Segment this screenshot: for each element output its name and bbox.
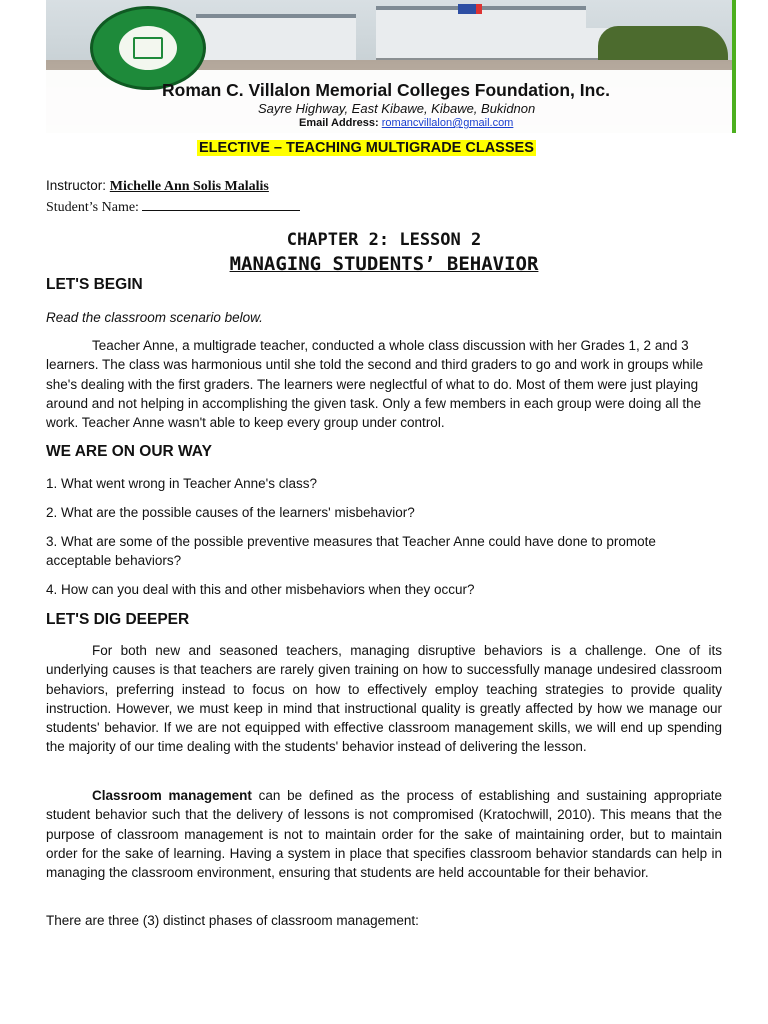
banner-accent-line: [732, 0, 736, 133]
school-seal-icon: [90, 6, 206, 90]
email-link[interactable]: romancvillalon@gmail.com: [381, 117, 514, 129]
scenario-paragraph: Teacher Anne, a multigrade teacher, conducted a whole class discussion with her Grades 1, 2 and 3 learners. The class was harmonious until she told the second and third graders to go and work in groups while she's dealing with the first graders. The learners were neglectful of what to do. Most of them were just playing around and not helping in accomplishing the given task. Only a few members in each group were doing all the work. Teacher Anne wasn't able to keep every group under control.: [46, 338, 704, 431]
lesson-title: MANAGING STUDENTS’ BEHAVIOR: [229, 253, 539, 275]
question-item: 4. How can you deal with this and other misbehaviors when they occur?: [46, 582, 475, 597]
campus-building: [376, 10, 586, 61]
body-paragraph: For both new and seasoned teachers, managing disruptive behaviors is a challenge. One of its underlying causes is that teachers are rarely given training on how to successfully manage undesired classroom behaviors, preferring instead to focus on how to effectively employ teaching strategies to provide quality instruction. However, we must keep in mind that instructional quality is greatly affected by how we manage our students' behavior. If we are not equipped with effective classroom management skills, we will end up spending the majority of our time dealing with the students' behavior instead of delivering the lesson.: [46, 643, 722, 755]
instructor-label: Instructor:: [46, 178, 107, 193]
section-heading-deeper: LET'S DIG DEEPER: [46, 611, 190, 628]
student-name-label: Student’s Name:: [46, 200, 139, 215]
student-name-blank[interactable]: [142, 197, 300, 211]
term-classroom-management: Classroom management: [92, 788, 252, 803]
instructor-line: [46, 178, 269, 195]
body-paragraph-phases: There are three (3) distinct phases of classroom management:: [46, 913, 419, 928]
instructor-name: Michelle Ann Solis Malalis: [109, 179, 269, 194]
question-item: 2. What are the possible causes of the learners' misbehavior?: [46, 505, 415, 520]
organization-name: Roman C. Villalon Memorial Colleges Foundation, Inc.: [162, 80, 610, 100]
organization-address: Sayre Highway, East Kibawe, Kibawe, Bukidnon: [258, 101, 536, 116]
course-title: ELECTIVE – TEACHING MULTIGRADE CLASSES: [199, 140, 534, 156]
chapter-heading: CHAPTER 2: LESSON 2: [286, 230, 482, 250]
scenario-instruction: Read the classroom scenario below.: [46, 310, 263, 325]
section-heading-way: WE ARE ON OUR WAY: [46, 443, 212, 460]
email-label: Email Address:: [299, 117, 379, 129]
section-heading-begin: LET'S BEGIN: [46, 276, 143, 293]
campus-building: [196, 18, 356, 63]
question-item: 1. What went wrong in Teacher Anne's class?: [46, 476, 317, 491]
flag-icon: [458, 4, 482, 14]
book-icon: [133, 37, 163, 59]
organization-email-line: [299, 117, 513, 129]
question-item: 3. What are some of the possible preventive measures that Teacher Anne could have done to promote acceptable behaviors?: [46, 534, 656, 569]
student-name-line: [46, 197, 300, 216]
trees: [598, 26, 728, 64]
body-paragraph-classroom-management: Classroom management can be defined as the process of establishing and sustaining appropriate student behavior such that the delivery of lessons is not compromised (Kratochwill, 2010). This means that the purpose of classroom management is not to maintain order for the sake of maintaining order, but to maintain order for the sake of learning. Having a system in place that specifies classroom behavior standards can help in managing the classroom environment, ensuring that students are held accountable for their behavior.: [46, 788, 722, 881]
